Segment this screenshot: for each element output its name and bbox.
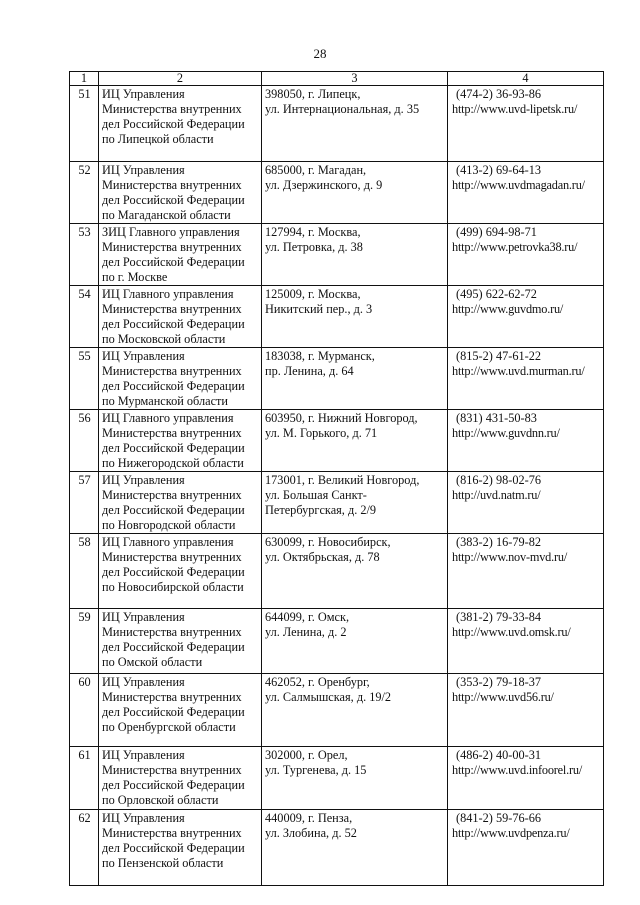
- phone-number: (816-2) 98-02-76: [456, 473, 542, 487]
- organization-name-line: дел Российской Федерации: [102, 379, 245, 393]
- row-number: 53: [70, 224, 99, 286]
- table-row: [70, 348, 604, 410]
- website-link[interactable]: http://www.uvdpenza.ru/: [452, 826, 570, 840]
- organization-name: [99, 286, 262, 348]
- postal-address-line: пр. Ленина, д. 64: [265, 364, 354, 378]
- organization-name-line: Министерства внутренних: [102, 488, 242, 502]
- contact-cell: [448, 224, 604, 286]
- postal-address: [262, 224, 448, 286]
- contact-cell: [448, 674, 604, 747]
- organization-name: [99, 534, 262, 609]
- row-number: 60: [70, 674, 99, 747]
- organization-name-line: ИЦ Главного управления: [102, 535, 234, 549]
- postal-address-line: 302000, г. Орел,: [265, 748, 348, 762]
- phone-number: (815-2) 47-61-22: [456, 349, 542, 363]
- organization-name-line: дел Российской Федерации: [102, 565, 245, 579]
- registry-table: [69, 71, 604, 886]
- postal-address-line: ул. Интернациональная, д. 35: [265, 102, 420, 116]
- table-row: [70, 86, 604, 162]
- postal-address-line: ул. Злобина, д. 52: [265, 826, 357, 840]
- website-link[interactable]: http://uvd.natm.ru/: [452, 488, 541, 502]
- column-header-4: 4: [448, 72, 604, 86]
- organization-name-line: дел Российской Федерации: [102, 193, 245, 207]
- phone-number: (353-2) 79-18-37: [456, 675, 542, 689]
- row-number: 58: [70, 534, 99, 609]
- contact-cell: [448, 348, 604, 410]
- organization-name-line: Министерства внутренних: [102, 102, 242, 116]
- organization-name-line: ИЦ Управления: [102, 675, 185, 689]
- postal-address: [262, 534, 448, 609]
- postal-address: [262, 286, 448, 348]
- table-row: [70, 609, 604, 674]
- table-row: [70, 674, 604, 747]
- contact-cell: [448, 810, 604, 886]
- postal-address-line: Никитский пер., д. 3: [265, 302, 373, 316]
- organization-name-line: ЗИЦ Главного управления: [102, 225, 240, 239]
- phone-number: (831) 431-50-83: [456, 411, 537, 425]
- phone-number: (495) 622-62-72: [456, 287, 537, 301]
- contact-cell: [448, 286, 604, 348]
- organization-name: [99, 674, 262, 747]
- row-number: 61: [70, 747, 99, 810]
- organization-name: [99, 348, 262, 410]
- phone-number: (413-2) 69-64-13: [456, 163, 542, 177]
- postal-address-line: ул. Дзержинского, д. 9: [265, 178, 383, 192]
- organization-name: [99, 86, 262, 162]
- website-link[interactable]: http://www.petrovka38.ru/: [452, 240, 578, 254]
- row-number: 56: [70, 410, 99, 472]
- organization-name-line: по г. Москве: [102, 270, 168, 284]
- organization-name-line: Министерства внутренних: [102, 625, 242, 639]
- organization-name-line: Министерства внутренних: [102, 690, 242, 704]
- phone-number: (474-2) 36-93-86: [456, 87, 542, 101]
- organization-name-line: по Новгородской области: [102, 518, 236, 532]
- postal-address: [262, 747, 448, 810]
- organization-name-line: Министерства внутренних: [102, 302, 242, 316]
- postal-address: [262, 472, 448, 534]
- phone-number: (841-2) 59-76-66: [456, 811, 542, 825]
- row-number: 54: [70, 286, 99, 348]
- website-link[interactable]: http://www.uvd-lipetsk.ru/: [452, 102, 578, 116]
- postal-address-line: 603950, г. Нижний Новгород,: [265, 411, 418, 425]
- phone-number: (499) 694-98-71: [456, 225, 537, 239]
- row-number: 52: [70, 162, 99, 224]
- postal-address-line: 462052, г. Оренбург,: [265, 675, 370, 689]
- organization-name-line: Министерства внутренних: [102, 426, 242, 440]
- postal-address: [262, 86, 448, 162]
- organization-name-line: по Орловской области: [102, 793, 219, 807]
- row-number: 51: [70, 86, 99, 162]
- contact-cell: [448, 162, 604, 224]
- postal-address-line: 398050, г. Липецк,: [265, 87, 361, 101]
- column-header-1: 1: [70, 72, 99, 86]
- organization-name-line: дел Российской Федерации: [102, 640, 245, 654]
- table-row: [70, 286, 604, 348]
- postal-address: [262, 609, 448, 674]
- contact-cell: [448, 86, 604, 162]
- organization-name-line: по Оренбургской области: [102, 720, 236, 734]
- row-number: 62: [70, 810, 99, 886]
- postal-address-line: 685000, г. Магадан,: [265, 163, 367, 177]
- organization-name: [99, 162, 262, 224]
- organization-name-line: ИЦ Управления: [102, 349, 185, 363]
- row-number: 59: [70, 609, 99, 674]
- organization-name: [99, 810, 262, 886]
- contact-cell: [448, 534, 604, 609]
- postal-address-line: 127994, г. Москва,: [265, 225, 361, 239]
- organization-name-line: ИЦ Управления: [102, 87, 185, 101]
- postal-address-line: 440009, г. Пенза,: [265, 811, 353, 825]
- table-row: [70, 534, 604, 609]
- postal-address-line: 644099, г. Омск,: [265, 610, 350, 624]
- organization-name: [99, 472, 262, 534]
- organization-name-line: Министерства внутренних: [102, 763, 242, 777]
- organization-name-line: по Московской области: [102, 332, 226, 346]
- organization-name-line: дел Российской Федерации: [102, 117, 245, 131]
- organization-name-line: ИЦ Главного управления: [102, 287, 234, 301]
- website-link[interactable]: http://www.uvdmagadan.ru/: [452, 178, 585, 192]
- website-link[interactable]: http://www.guvdnn.ru/: [452, 426, 560, 440]
- organization-name-line: Министерства внутренних: [102, 178, 242, 192]
- organization-name-line: по Омской области: [102, 655, 203, 669]
- organization-name-line: ИЦ Управления: [102, 811, 185, 825]
- organization-name-line: Министерства внутренних: [102, 826, 242, 840]
- organization-name-line: ИЦ Управления: [102, 163, 185, 177]
- postal-address: [262, 348, 448, 410]
- table-row: [70, 472, 604, 534]
- organization-name-line: Министерства внутренних: [102, 364, 242, 378]
- postal-address-line: ул. Салмышская, д. 19/2: [265, 690, 392, 704]
- organization-name-line: Министерства внутренних: [102, 240, 242, 254]
- organization-name-line: дел Российской Федерации: [102, 317, 245, 331]
- organization-name-line: ИЦ Главного управления: [102, 411, 234, 425]
- postal-address-line: 630099, г. Новосибирск,: [265, 535, 391, 549]
- website-link[interactable]: http://www.uvd.infoorel.ru/: [452, 763, 583, 777]
- contact-cell: [448, 609, 604, 674]
- organization-name-line: дел Российской Федерации: [102, 778, 245, 792]
- postal-address-line: 125009, г. Москва,: [265, 287, 361, 301]
- website-link[interactable]: http://www.uvd.omsk.ru/: [452, 625, 571, 639]
- column-header-2: 2: [99, 72, 262, 86]
- postal-address-line: ул. Октябрьская, д. 78: [265, 550, 380, 564]
- postal-address: [262, 810, 448, 886]
- table-row: [70, 162, 604, 224]
- header-row: [70, 72, 604, 86]
- postal-address: [262, 410, 448, 472]
- table-header: [70, 72, 604, 86]
- organization-name-line: по Нижегородской области: [102, 456, 244, 470]
- postal-address-line: ул. М. Горького, д. 71: [265, 426, 378, 440]
- contact-cell: [448, 410, 604, 472]
- website-link[interactable]: http://www.nov-mvd.ru/: [452, 550, 568, 564]
- row-number: 55: [70, 348, 99, 410]
- table-row: [70, 410, 604, 472]
- postal-address: [262, 674, 448, 747]
- organization-name-line: по Мурманской области: [102, 394, 228, 408]
- postal-address: [262, 162, 448, 224]
- organization-name-line: ИЦ Управления: [102, 748, 185, 762]
- table-row: [70, 810, 604, 886]
- organization-name-line: дел Российской Федерации: [102, 441, 245, 455]
- table-row: [70, 224, 604, 286]
- postal-address-line: ул. Петровка, д. 38: [265, 240, 363, 254]
- postal-address-line: Петербургская, д. 2/9: [265, 503, 377, 517]
- website-link[interactable]: http://www.guvdmo.ru/: [452, 302, 564, 316]
- postal-address-line: ул. Большая Санкт-: [265, 488, 367, 502]
- organization-name-line: Министерства внутренних: [102, 550, 242, 564]
- organization-name-line: по Магаданской области: [102, 208, 231, 222]
- website-link[interactable]: http://www.uvd56.ru/: [452, 690, 554, 704]
- row-number: 57: [70, 472, 99, 534]
- organization-name: [99, 609, 262, 674]
- organization-name-line: дел Российской Федерации: [102, 255, 245, 269]
- contact-cell: [448, 472, 604, 534]
- organization-name-line: по Липецкой области: [102, 132, 214, 146]
- organization-name-line: дел Российской Федерации: [102, 705, 245, 719]
- postal-address-line: 183038, г. Мурманск,: [265, 349, 375, 363]
- phone-number: (381-2) 79-33-84: [456, 610, 542, 624]
- postal-address-line: 173001, г. Великий Новгород,: [265, 473, 420, 487]
- organization-name: [99, 224, 262, 286]
- organization-name: [99, 747, 262, 810]
- table-body: [70, 86, 604, 886]
- organization-name: [99, 410, 262, 472]
- page-number: 28: [313, 46, 327, 61]
- organization-name-line: ИЦ Управления: [102, 473, 185, 487]
- organization-name-line: по Новосибирской области: [102, 580, 244, 594]
- postal-address-line: ул. Ленина, д. 2: [265, 625, 347, 639]
- contact-cell: [448, 747, 604, 810]
- column-header-3: 3: [262, 72, 448, 86]
- table-row: [70, 747, 604, 810]
- phone-number: (383-2) 16-79-82: [456, 535, 542, 549]
- phone-number: (486-2) 40-00-31: [456, 748, 542, 762]
- organization-name-line: ИЦ Управления: [102, 610, 185, 624]
- organization-name-line: дел Российской Федерации: [102, 841, 245, 855]
- organization-name-line: дел Российской Федерации: [102, 503, 245, 517]
- organization-name-line: по Пензенской области: [102, 856, 224, 870]
- postal-address-line: ул. Тургенева, д. 15: [265, 763, 367, 777]
- website-link[interactable]: http://www.uvd.murman.ru/: [452, 364, 585, 378]
